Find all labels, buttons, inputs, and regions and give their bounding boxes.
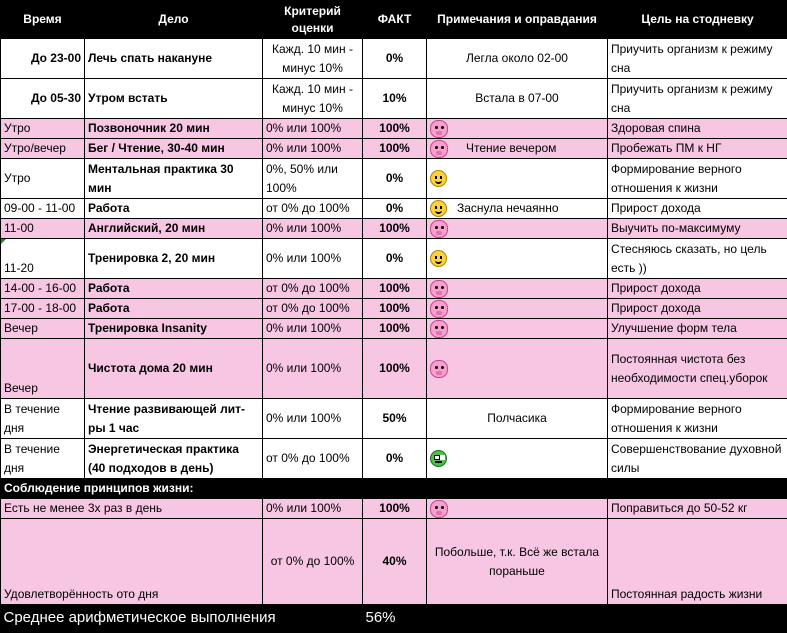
cell-note[interactable] [427, 119, 608, 139]
cell-note[interactable] [427, 299, 608, 319]
cell-fact[interactable]: 100% [363, 339, 427, 399]
cell-task[interactable]: Чтение развивающей лит-ры 1 час [85, 399, 263, 439]
table-row [1, 439, 787, 479]
cell-fact[interactable]: 100% [363, 119, 427, 139]
table-row [1, 239, 787, 279]
cell-note[interactable]: Легла около 02-00 [427, 39, 608, 79]
cell-fact[interactable]: 100% [363, 219, 427, 239]
cell-task[interactable]: Чистота дома 20 мин [85, 339, 263, 399]
cell-criterion[interactable]: 0% или 100% [263, 499, 363, 519]
cell-fact[interactable]: 100% [363, 499, 427, 519]
smiley-icon [430, 170, 447, 187]
cell-task[interactable]: Ментальная практика 30 мин [85, 159, 263, 199]
cell-goal[interactable]: Приучить организм к режиму сна [608, 39, 787, 79]
pig-icon [430, 500, 448, 518]
pig-icon [430, 140, 448, 158]
cell-note[interactable] [427, 319, 608, 339]
cell-time[interactable]: Утро [1, 119, 85, 139]
table-row [1, 339, 787, 399]
header-time[interactable]: Время [1, 1, 85, 39]
cell-note[interactable] [427, 279, 608, 299]
cell-goal[interactable]: Совершенствование духовной силы [608, 439, 787, 479]
cell-note[interactable] [427, 139, 608, 159]
pig-icon [430, 120, 448, 138]
cell-task[interactable]: Позвоночник 20 мин [85, 119, 263, 139]
cell-criterion[interactable]: от 0% до 100% [263, 299, 363, 319]
cell-fact[interactable]: 100% [363, 299, 427, 319]
table-row [1, 159, 787, 199]
cell-task[interactable]: Энергетическая практика (40 подходов в день) [85, 439, 263, 479]
cell-time[interactable] [1, 239, 85, 279]
cell-fact[interactable]: 0% [363, 199, 427, 219]
pig-icon [430, 280, 448, 298]
cell-time[interactable]: Удовлетворённость ото дня [1, 519, 263, 605]
cell-time-text: 11-20 [4, 261, 34, 275]
table-row [1, 399, 787, 439]
cell-goal[interactable]: Стесняюсь сказать, но цель есть )) [608, 239, 787, 279]
cell-task[interactable]: Лечь спать накануне [85, 39, 263, 79]
cell-task[interactable]: Тренировка Insanity [85, 319, 263, 339]
cell-criterion[interactable]: Кажд. 10 мин - минус 10% [263, 39, 363, 79]
table-row [1, 79, 787, 119]
cell-task[interactable]: Тренировка 2, 20 мин [85, 239, 263, 279]
cell-time[interactable]: До 05-30 [1, 79, 85, 119]
header-task[interactable]: Дело [85, 1, 263, 39]
cell-goal[interactable]: Прирост дохода [608, 299, 787, 319]
cell-goal[interactable]: Прирост дохода [608, 199, 787, 219]
cell-fact[interactable]: 40% [363, 519, 427, 605]
footer-value[interactable]: 56% [363, 605, 427, 632]
green-face-icon [430, 450, 447, 467]
cell-time[interactable]: 11-00 [1, 219, 85, 239]
footer-empty [427, 605, 787, 632]
cell-criterion[interactable]: 0% или 100% [263, 339, 363, 399]
header-criterion[interactable]: Критерий оценки [263, 1, 363, 39]
header-fact[interactable]: ФАКТ [363, 1, 427, 39]
cell-note[interactable] [427, 339, 608, 399]
table-row [1, 299, 787, 319]
cell-time[interactable]: Вечер [1, 319, 85, 339]
cell-goal[interactable]: Поправиться до 50-52 кг [608, 499, 787, 519]
smiley-icon [430, 250, 447, 267]
cell-criterion[interactable]: от 0% до 100% [263, 199, 363, 219]
table-row [1, 199, 787, 219]
pig-icon [430, 360, 448, 378]
pig-icon [430, 300, 448, 318]
cell-note[interactable] [427, 439, 608, 479]
cell-goal[interactable]: Приучить организм к режиму сна [608, 79, 787, 119]
comment-marker [1, 239, 6, 244]
cell-task[interactable]: Утром встать [85, 79, 263, 119]
cell-time[interactable]: Утро [1, 159, 85, 199]
cell-time[interactable]: Есть не менее 3х раз в день [1, 499, 263, 519]
table-row [1, 119, 787, 139]
table-row [1, 139, 787, 159]
cell-goal[interactable]: Формирование верного отношения к жизни [608, 159, 787, 199]
cell-fact[interactable]: 0% [363, 439, 427, 479]
cell-goal[interactable]: Постоянная чистота без необходимости спец.уборок [608, 339, 787, 399]
cell-goal[interactable]: Формирование верного отношения к жизни [608, 399, 787, 439]
cell-criterion[interactable]: 0% или 100% [263, 139, 363, 159]
note-text: Чтение вечером [466, 141, 557, 155]
cell-fact[interactable]: 50% [363, 399, 427, 439]
cell-criterion[interactable]: от 0% до 100% [263, 519, 363, 605]
cell-note[interactable] [427, 159, 608, 199]
section-row [1, 479, 787, 499]
cell-note[interactable] [427, 199, 608, 219]
cell-criterion[interactable]: 0% или 100% [263, 219, 363, 239]
cell-criterion[interactable]: Кажд. 10 мин - минус 10% [263, 79, 363, 119]
table-row [1, 319, 787, 339]
cell-criterion[interactable]: 0% или 100% [263, 399, 363, 439]
footer-row [1, 605, 787, 632]
cell-note[interactable]: Побольше, т.к. Всё же встала пораньше [427, 519, 608, 605]
cell-goal[interactable]: Постоянная радость жизни [608, 519, 787, 605]
footer-label[interactable]: Среднее арифметическое выполнения [1, 605, 363, 632]
cell-fact[interactable]: 100% [363, 279, 427, 299]
cell-criterion[interactable]: от 0% до 100% [263, 279, 363, 299]
cell-time[interactable]: В течение дня [1, 399, 85, 439]
cell-note[interactable]: Встала в 07-00 [427, 79, 608, 119]
cell-time[interactable]: 14-00 - 16-00 [1, 279, 85, 299]
cell-goal[interactable]: Здоровая спина [608, 119, 787, 139]
cell-fact[interactable]: 0% [363, 39, 427, 79]
cell-note[interactable] [427, 239, 608, 279]
cell-note[interactable] [427, 499, 608, 519]
note-text: Заснула нечаянно [457, 201, 559, 215]
header-notes[interactable]: Примечания и оправдания [427, 1, 608, 39]
cell-task[interactable]: Работа [85, 199, 263, 219]
header-row [1, 1, 787, 39]
cell-criterion[interactable]: от 0% до 100% [263, 439, 363, 479]
cell-time[interactable]: В течение дня [1, 439, 85, 479]
cell-goal[interactable]: Улучшение форм тела [608, 319, 787, 339]
table-row [1, 499, 787, 519]
cell-time[interactable]: 17-00 - 18-00 [1, 299, 85, 319]
cell-time[interactable]: 09-00 - 11-00 [1, 199, 85, 219]
cell-task[interactable]: Работа [85, 299, 263, 319]
cell-note[interactable] [427, 219, 608, 239]
cell-criterion[interactable]: 0% или 100% [263, 119, 363, 139]
cell-task[interactable]: Работа [85, 279, 263, 299]
cell-criterion[interactable]: 0% или 100% [263, 239, 363, 279]
table-row [1, 39, 787, 79]
cell-time[interactable]: Утро/вечер [1, 139, 85, 159]
table-row [1, 219, 787, 239]
cell-criterion[interactable]: 0%, 50% или 100% [263, 159, 363, 199]
cell-fact[interactable]: 0% [363, 159, 427, 199]
cell-fact[interactable]: 10% [363, 79, 427, 119]
cell-fact[interactable]: 100% [363, 319, 427, 339]
cell-goal[interactable]: Выучить по-максимуму [608, 219, 787, 239]
cell-goal[interactable]: Пробежать ПМ к НГ [608, 139, 787, 159]
cell-fact[interactable]: 100% [363, 139, 427, 159]
cell-task[interactable]: Английский, 20 мин [85, 219, 263, 239]
header-goal[interactable]: Цель на стодневку [608, 1, 787, 39]
cell-task[interactable]: Бег / Чтение, 30-40 мин [85, 139, 263, 159]
cell-note[interactable]: Полчасика [427, 399, 608, 439]
table-row [1, 519, 787, 605]
cell-time[interactable]: Вечер [1, 339, 85, 399]
smiley-icon [430, 200, 447, 217]
pig-icon [430, 320, 448, 338]
cell-goal[interactable]: Прирост дохода [608, 279, 787, 299]
cell-criterion[interactable]: 0% или 100% [263, 319, 363, 339]
cell-fact[interactable]: 0% [363, 239, 427, 279]
section-title[interactable]: Соблюдение принципов жизни: [1, 479, 787, 499]
pig-icon [430, 220, 448, 238]
table-row [1, 279, 787, 299]
cell-time[interactable]: До 23-00 [1, 39, 85, 79]
